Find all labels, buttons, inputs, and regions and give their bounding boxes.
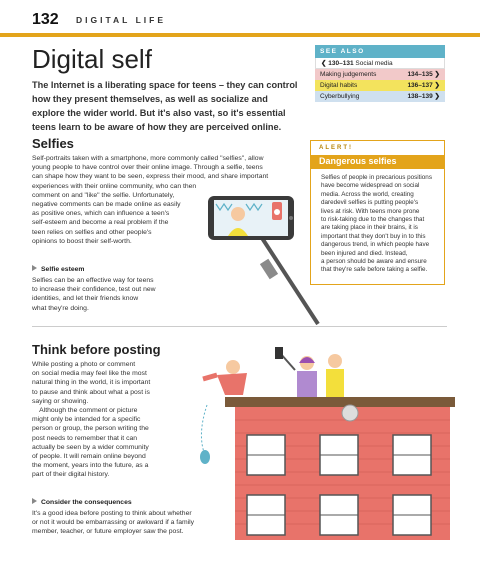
see-also-pages: 138–139 ❯ (407, 93, 440, 100)
think-heading: Think before posting (32, 342, 161, 357)
text-line: are taking place in their brains, it is (321, 224, 418, 232)
see-also-label: Social media (355, 60, 393, 67)
see-also-item[interactable] (315, 69, 445, 80)
text-line: young people to have control over their online image. Through a selfie, teens (32, 164, 263, 172)
person-friend (326, 369, 344, 399)
see-also-pages: 136–137 ❯ (407, 82, 440, 89)
alert-tag: ALERT! (319, 145, 353, 151)
text-line: part of their digital history. (32, 471, 110, 479)
person-head (226, 360, 240, 374)
text-line: a person should be aware and ensure (321, 258, 427, 266)
see-also-label: Digital habits (320, 82, 358, 89)
text-line: While posting a photo or comment (32, 361, 136, 368)
text-line: Selfies can be an effective way for teens (32, 277, 154, 284)
header-rule (0, 33, 480, 37)
text-line: to pause and think about what a post is (32, 388, 150, 396)
text-line: lives at risk. With teens more prone (321, 207, 420, 215)
triangle-bullet-icon (32, 265, 37, 271)
text-line: that they're safe before taking a selfie. (321, 266, 428, 274)
text-line: have become widespread on social (321, 182, 420, 190)
text-line: post needs to remember that it can (32, 434, 138, 442)
person-arm (203, 375, 217, 379)
text-line: person or group, the person writing the (32, 425, 149, 433)
text-line: saying or showing. (32, 397, 89, 405)
see-also-item[interactable] (315, 58, 445, 69)
triangle-bullet-icon (32, 498, 37, 504)
text-line: media. Across the world, creating (321, 190, 414, 198)
intro-text: The Internet is a liberating space for teens – they can control how they present themselves, as well as socialize and explore the wider world. But it's also vast, so it's essential teens learn to be aware of how they are perceived online. (32, 80, 298, 132)
roof-ledge (225, 397, 455, 407)
person-selfie-taker (297, 371, 317, 399)
person-reaching (217, 373, 247, 395)
selfie-esteem-heading (32, 265, 84, 273)
alert-box (310, 140, 445, 285)
selfie-esteem-body (32, 276, 182, 313)
text-line: comment on and "like" the selfie. Unfortunately, (32, 191, 175, 199)
text-line: self-esteem and become a real problem if the (32, 219, 169, 227)
think-body (32, 360, 202, 480)
text-line: Self-portraits taken with a smartphone, more commonly called "selfies", allow (32, 155, 264, 162)
see-also-label: Making judgements (320, 71, 377, 78)
text-line: to increase their confidence, test out new (32, 286, 156, 294)
section-label: DIGITAL LIFE (76, 15, 166, 25)
sub-heading-text: Selfie esteem (41, 266, 85, 273)
text-line: daredevil selfies is putting people's (321, 199, 419, 207)
page-header (0, 0, 480, 40)
chevron-left-icon: ❮ (321, 60, 327, 67)
text-line: the moment, years into the future, as a (32, 462, 149, 470)
consequences-heading (32, 498, 132, 506)
alert-body (321, 174, 439, 275)
page-number: 132 (32, 11, 59, 28)
text-line: experiences with their online community, who can then (32, 182, 197, 190)
text-line: important that they don't buy in to this (321, 232, 426, 240)
text-line: as positive ones, which can influence a teen's (32, 210, 170, 218)
falling-phone-icon (200, 450, 210, 464)
phone-button (289, 216, 293, 220)
see-also-box (315, 45, 445, 102)
consequences-body (32, 509, 272, 537)
phone-icon (275, 347, 283, 359)
camera-icon (274, 209, 280, 215)
see-also-item[interactable] (315, 80, 445, 91)
text-line: negative comments can be made online as easily (32, 201, 181, 209)
text-line: been injured and died. Instead, (321, 249, 408, 257)
sub-heading-text: Consider the consequences (41, 499, 132, 506)
page-title: Digital self (32, 44, 152, 74)
see-also-title: SEE ALSO (315, 45, 445, 58)
text-line: Although the comment or picture (32, 407, 138, 415)
text-line: natural thing in the world, it is important (32, 379, 151, 387)
alert-title: Dangerous selfies (311, 155, 444, 169)
text-line: can shape how they want to be seen, express their mood, and share important (32, 173, 269, 181)
text-line: dangerous trend, in which people have (321, 241, 430, 249)
person-head (328, 354, 342, 368)
text-line: or not it would be embarrassing or awkward if a family (32, 519, 195, 527)
see-also-pages: 134–135 ❯ (407, 71, 440, 78)
selfies-heading: Selfies (32, 136, 74, 151)
text-line: on social media may feel like the most (32, 370, 147, 378)
text-line: Selfies of people in precarious positions (321, 174, 432, 181)
text-line: might only be intended for a specific (32, 416, 141, 424)
text-line: teen relies on selfies and other people's (32, 228, 152, 236)
text-line: of people. It will remain online beyond (32, 453, 146, 461)
text-line: actually be seen by a wider community (32, 443, 149, 451)
text-line: member, teacher, or future employer saw the post. (32, 528, 184, 536)
fall-trail (201, 405, 207, 455)
text-line: opinions to boost their self-worth. (32, 237, 132, 245)
see-also-item[interactable] (315, 91, 445, 102)
text-line: to risk-taking due to the changes that (321, 216, 425, 224)
text-line: It's a good idea before posting to think about whether (32, 510, 192, 517)
selfie-face (231, 207, 245, 221)
section-divider (32, 326, 447, 327)
satellite-dish-icon (342, 405, 358, 421)
text-line: identities, and let their friends know (32, 295, 139, 303)
text-line: what they're doing. (32, 304, 89, 312)
see-also-label: Cyberbullying (320, 93, 360, 100)
see-also-pages: 130–131 (328, 60, 354, 67)
person-hat (299, 357, 315, 363)
